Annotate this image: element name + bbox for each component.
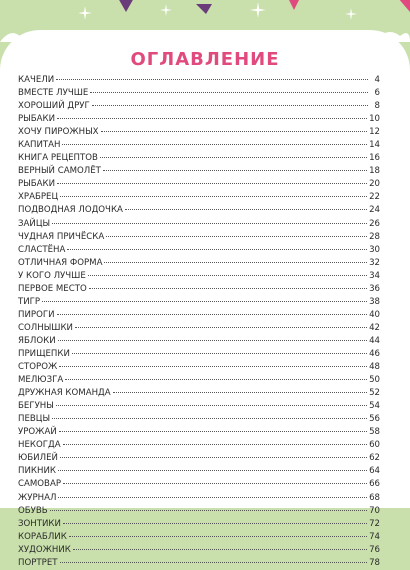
toc-entry-title: У КОГО ЛУЧШЕ [18, 270, 86, 281]
toc-entry[interactable] [18, 374, 380, 387]
toc-entry[interactable] [18, 178, 380, 191]
toc-entry-title: РЫБАКИ [18, 179, 56, 190]
toc-entry[interactable] [18, 309, 380, 322]
toc-entry-title: ПИРОГИ [18, 309, 55, 320]
toc-entry-page-number: 46 [369, 348, 380, 359]
dot-leader [56, 79, 368, 80]
toc-entry[interactable] [18, 361, 380, 374]
dot-leader [63, 523, 367, 524]
toc-entry[interactable] [18, 439, 380, 452]
toc-entry[interactable] [18, 231, 380, 244]
toc-entry-title: ХОЧУ ПИРОЖНЫХ [18, 127, 99, 138]
dot-leader [106, 236, 367, 237]
toc-entry[interactable] [18, 557, 380, 570]
toc-entry-title: БЕГУНЫ [18, 401, 54, 412]
toc-entry[interactable] [18, 283, 380, 296]
toc-entry-page-number: 20 [369, 179, 380, 190]
dot-leader [60, 196, 367, 197]
toc-entry[interactable] [18, 505, 380, 518]
toc-entry[interactable] [18, 204, 380, 217]
toc-entry[interactable] [18, 492, 380, 505]
toc-entry-title: КНИГА РЕЦЕПТОВ [18, 153, 98, 164]
toc-entry[interactable] [18, 139, 380, 152]
toc-entry-title: ЖУРНАЛ [18, 492, 57, 503]
toc-entry[interactable] [18, 191, 380, 204]
toc-entry-page-number: 74 [369, 531, 380, 542]
toc-entry-page-number: 68 [369, 492, 380, 503]
toc-entry[interactable] [18, 270, 380, 283]
toc-entry-page-number: 48 [369, 362, 380, 373]
toc-entry[interactable] [18, 322, 380, 335]
toc-entry[interactable] [18, 218, 380, 231]
toc-entry-page-number: 6 [374, 88, 380, 99]
dot-leader [88, 275, 367, 276]
pennant-icon [398, 0, 410, 12]
dot-leader [101, 131, 368, 132]
toc-entry-page-number: 60 [369, 440, 380, 451]
toc-entry-title: УРОЖАЙ [18, 427, 57, 438]
toc-entry[interactable] [18, 426, 380, 439]
toc-entry-page-number: 54 [369, 401, 380, 412]
toc-entry-title: ПОДВОДНАЯ ЛОДОЧКА [18, 205, 123, 216]
dot-leader [69, 536, 367, 537]
toc-entry-title: КОРАБЛИК [18, 531, 67, 542]
toc-entry[interactable] [18, 113, 380, 126]
toc-entry-page-number: 10 [369, 114, 380, 125]
sparkle-icon [250, 2, 266, 18]
dot-leader [59, 431, 367, 432]
toc-entry[interactable] [18, 478, 380, 491]
toc-entry-page-number: 52 [369, 388, 380, 399]
toc-entry-page-number: 36 [369, 283, 380, 294]
sparkle-icon [78, 6, 92, 20]
toc-entry[interactable] [18, 413, 380, 426]
dot-leader [50, 510, 367, 511]
toc-entry-title: ХРАБРЕЦ [18, 192, 59, 203]
toc-entry[interactable] [18, 165, 380, 178]
toc-entry-page-number: 8 [374, 101, 380, 112]
toc-entry-title: ПРИЩЕПКИ [18, 348, 70, 359]
toc-entry[interactable] [18, 152, 380, 165]
dot-leader [42, 301, 367, 302]
dot-leader [65, 379, 367, 380]
toc-entry[interactable] [18, 335, 380, 348]
toc-entry-page-number: 64 [369, 466, 380, 477]
toc-entry-title: ВМЕСТЕ ЛУЧШЕ [18, 88, 89, 99]
dot-leader [72, 353, 367, 354]
dot-leader [75, 327, 367, 328]
toc-entry-title: ОБУВЬ [18, 505, 48, 516]
dot-leader [63, 483, 367, 484]
pennant-icon [118, 0, 134, 12]
toc-entry-title: ТИГР [18, 296, 41, 307]
pennant-icon [288, 0, 300, 10]
pennant-icon [196, 4, 212, 14]
toc-entry[interactable] [18, 465, 380, 478]
toc-entry-page-number: 4 [374, 75, 380, 85]
toc-entry-title: РЫБАКИ [18, 114, 56, 125]
toc-entry-title: СЛАСТЁНА [18, 244, 66, 255]
toc-entry[interactable] [18, 296, 380, 309]
toc-entry[interactable] [18, 100, 380, 113]
dot-leader [58, 497, 367, 498]
dot-leader [60, 562, 368, 563]
toc-entry-page-number: 18 [369, 166, 380, 177]
toc-entry[interactable] [18, 400, 380, 413]
toc-entry-page-number: 16 [369, 153, 380, 164]
toc-entry[interactable] [18, 74, 380, 87]
toc-entry-page-number: 50 [369, 375, 380, 386]
dot-leader [104, 262, 367, 263]
dot-leader [103, 170, 367, 171]
toc-entry-page-number: 26 [369, 218, 380, 229]
dot-leader [90, 92, 368, 93]
toc-entry-page-number: 24 [369, 205, 380, 216]
dot-leader [60, 457, 367, 458]
page-title: ОГЛАВЛЕНИЕ [130, 49, 280, 70]
toc-entry-page-number: 78 [369, 557, 380, 568]
dot-leader [57, 314, 368, 315]
dot-leader [52, 418, 367, 419]
toc-entry[interactable] [18, 518, 380, 531]
toc-entry-title: ЧУДНАЯ ПРИЧЁСКА [18, 231, 105, 242]
toc-entry-page-number: 34 [369, 270, 380, 281]
sparkle-icon [160, 4, 172, 16]
toc-entry-title: СТОРОЖ [18, 362, 58, 373]
toc-entry-title: ПИКНИК [18, 466, 56, 477]
toc-entry-title: СОЛНЫШКИ [18, 322, 73, 333]
toc-entry-page-number: 72 [369, 518, 380, 529]
toc-entry-title: ЯБЛОКИ [18, 335, 56, 346]
toc-entry-page-number: 22 [369, 192, 380, 203]
toc-entry-title: ХУДОЖНИК [18, 544, 71, 555]
dot-leader [62, 144, 367, 145]
dot-leader [89, 288, 367, 289]
toc-entry[interactable] [18, 544, 380, 557]
toc-entry-title: КАЧЕЛИ [18, 75, 55, 85]
toc-entry[interactable] [18, 126, 380, 139]
toc-entry-title: КАПИТАН [18, 140, 61, 151]
toc-entry-page-number: 42 [369, 322, 380, 333]
dot-leader [52, 223, 367, 224]
toc-entry-title: ПОРТРЕТ [18, 557, 58, 568]
toc-entry-page-number: 32 [369, 257, 380, 268]
toc-entry-page-number: 14 [369, 140, 380, 151]
toc-entry[interactable] [18, 244, 380, 257]
dot-leader [67, 249, 367, 250]
dot-leader [113, 392, 367, 393]
dot-leader [57, 118, 367, 119]
dot-leader [73, 549, 367, 550]
toc-entry-page-number: 44 [369, 335, 380, 346]
toc-entry[interactable] [18, 257, 380, 270]
table-of-contents [18, 74, 380, 570]
toc-entry-title: ВЕРНЫЙ САМОЛЁТ [18, 166, 101, 177]
toc-entry-title: ОТЛИЧНАЯ ФОРМА [18, 257, 103, 268]
toc-entry-title: ЗАЙЦЫ [18, 218, 51, 229]
toc-entry-page-number: 12 [369, 127, 380, 138]
toc-entry-title: ЗОНТИКИ [18, 518, 61, 529]
toc-entry-title: МЕЛЮЗГА [18, 375, 64, 386]
toc-entry-page-number: 76 [369, 544, 380, 555]
sparkle-icon [345, 8, 357, 20]
dot-leader [56, 405, 367, 406]
toc-entry-page-number: 40 [369, 309, 380, 320]
toc-entry-title: ХОРОШИЙ ДРУГ [18, 101, 90, 112]
toc-entry-title: ЮБИЛЕЙ [18, 453, 58, 464]
dot-leader [57, 183, 367, 184]
toc-entry-page-number: 38 [369, 296, 380, 307]
toc-entry[interactable] [18, 348, 380, 361]
toc-entry-title: ПЕРВОЕ МЕСТО [18, 283, 87, 294]
toc-entry-page-number: 56 [369, 414, 380, 425]
toc-entry[interactable] [18, 531, 380, 544]
toc-entry-title: САМОВАР [18, 479, 62, 490]
dot-leader [63, 444, 367, 445]
toc-entry-title: ПЕВЦЫ [18, 414, 51, 425]
dot-leader [125, 209, 367, 210]
toc-entry[interactable] [18, 387, 380, 400]
dot-leader [59, 366, 367, 367]
toc-entry-page-number: 30 [369, 244, 380, 255]
toc-entry[interactable] [18, 452, 380, 465]
toc-entry-title: ДРУЖНАЯ КОМАНДА [18, 388, 111, 399]
toc-entry-page-number: 28 [369, 231, 380, 242]
dot-leader [58, 340, 367, 341]
toc-entry-page-number: 58 [369, 427, 380, 438]
dot-leader [92, 105, 368, 106]
toc-entry-page-number: 70 [369, 505, 380, 516]
toc-entry-page-number: 62 [369, 453, 380, 464]
toc-entry-page-number: 66 [369, 479, 380, 490]
toc-entry[interactable] [18, 87, 380, 100]
toc-entry-title: НЕКОГДА [18, 440, 61, 451]
dot-leader [58, 470, 367, 471]
scallop-border-top [0, 22, 410, 42]
dot-leader [100, 157, 367, 158]
